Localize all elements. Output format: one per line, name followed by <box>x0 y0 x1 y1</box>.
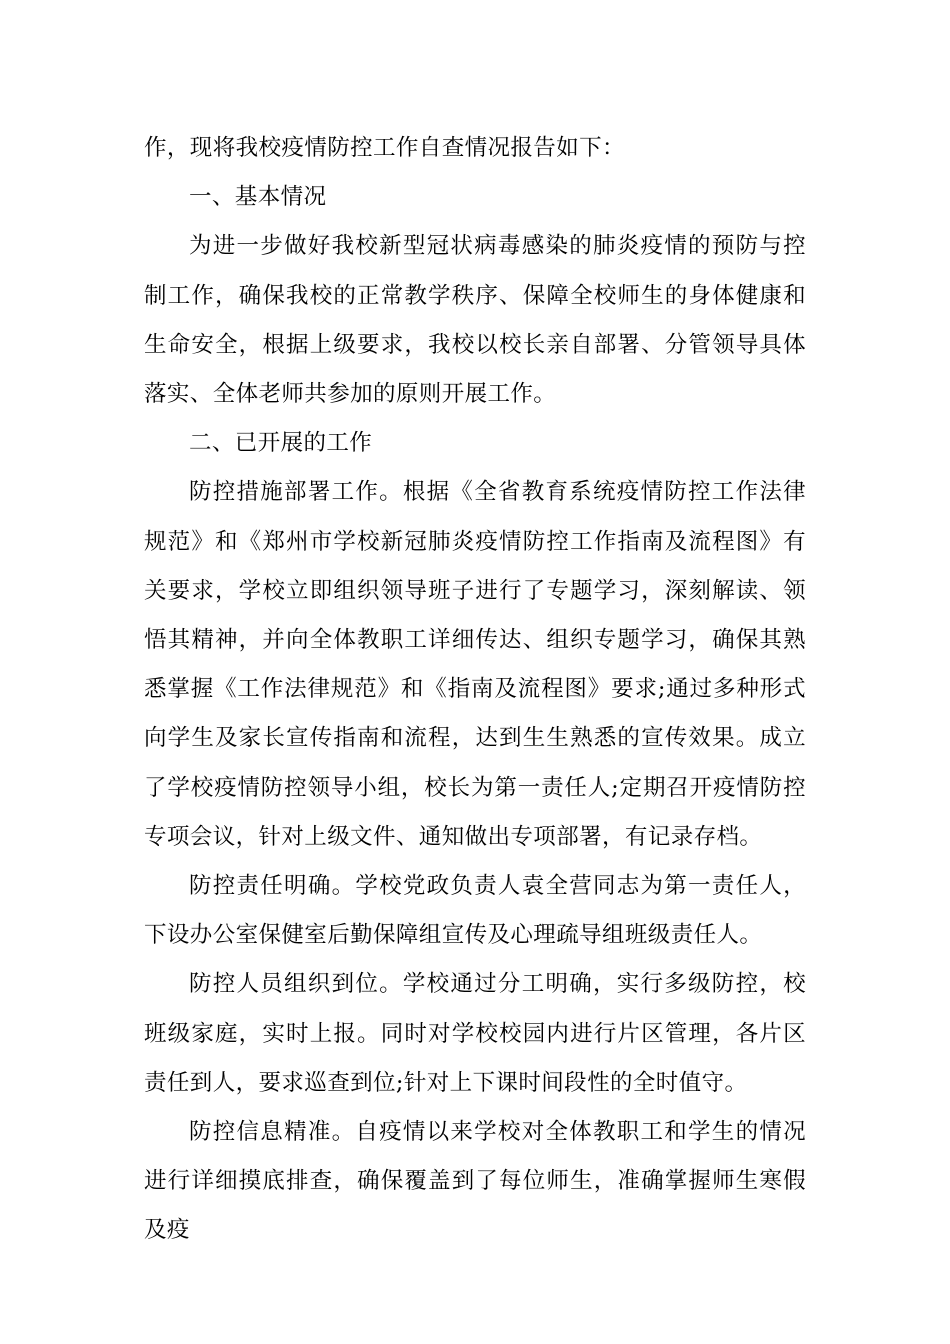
paragraph-personnel: 防控人员组织到位。学校通过分工明确，实行多级防控，校班级家庭，实时上报。同时对学校校园内进行片区管理，各片区责任到人，要求巡查到位;针对上下课时间段性的全时值守。 <box>144 971 806 1096</box>
paragraph-information: 防控信息精准。自疫情以来学校对全体教职工和学生的情况进行详细摸底排查，确保覆盖到了每位师生，准确掌握师生寒假及疫 <box>144 1119 806 1244</box>
heading-basic-situation: 一、基本情况 <box>189 184 327 211</box>
paragraph-deployment: 防控措施部署工作。根据《全省教育系统疫情防控工作法律规范》和《郑州市学校新冠肺炎疫情防控工作指南及流程图》有关要求，学校立即组织领导班子进行了专题学习，深刻解读、领悟其精神，并向全体教职工详细传达、组织专题学习，确保其熟悉掌握《工作法律规范》和《指南及流程图》要求;通过多种形式向学生及家长宣传指南和流程，达到生生熟悉的宣传效果。成立了学校疫情防控领导小组，校长为第一责任人;定期召开疫情防控专项会议，针对上级文件、通知做出专项部署，有记录存档。 <box>144 479 806 850</box>
paragraph-responsibility: 防控责任明确。学校党政负责人袁全营同志为第一责任人，下设办公室保健室后勤保障组宣传及心理疏导组班级责任人。 <box>144 873 806 949</box>
paragraph-intro-continuation: 作，现将我校疫情防控工作自查情况报告如下： <box>144 135 625 161</box>
paragraph-basic-situation: 为进一步做好我校新型冠状病毒感染的肺炎疫情的预防与控制工作，确保我校的正常教学秩序、保障全校师生的身体健康和生命安全，根据上级要求，我校以校长亲自部署、分管领导具体落实、全体老师共参加的原则开展工作。 <box>144 233 806 408</box>
heading-work-carried-out: 二、已开展的工作 <box>189 430 373 457</box>
document-body <box>144 124 806 1256</box>
